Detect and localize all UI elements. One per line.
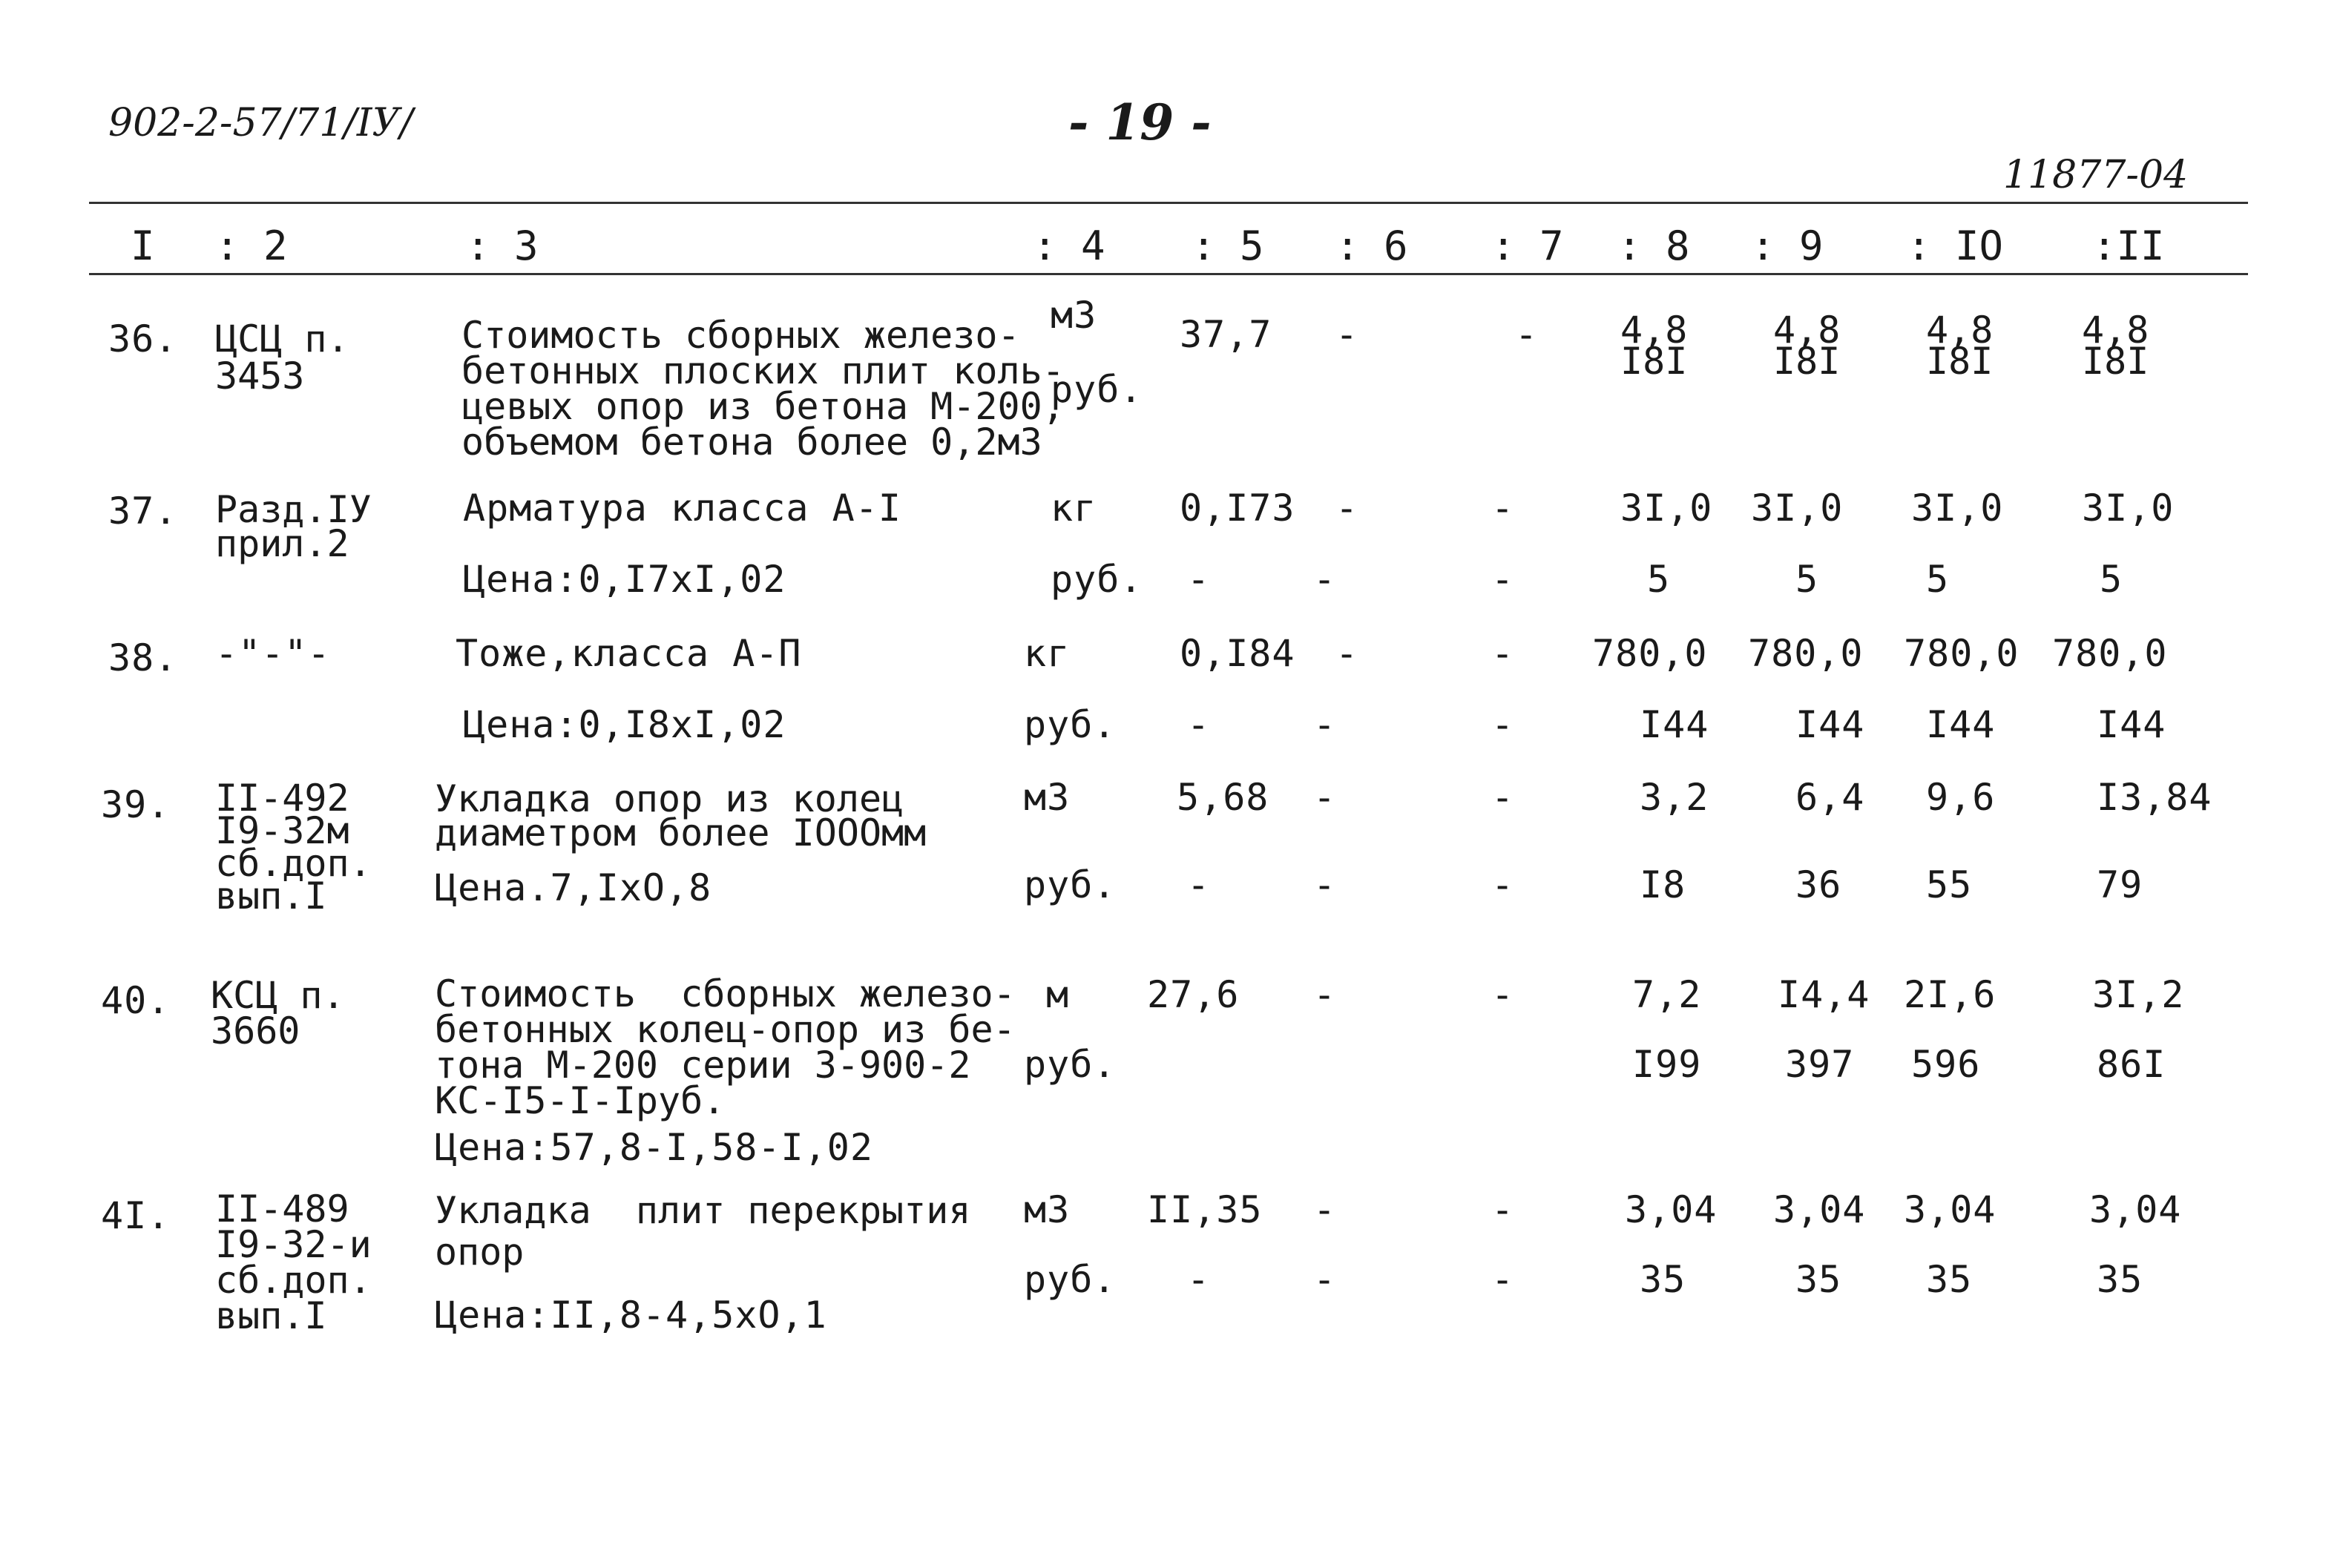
cell-col6: - [1313, 1188, 1337, 1231]
cell-col10: 2I,6 [1904, 973, 1996, 1016]
price-col9: 5 [1795, 558, 1819, 601]
price-col9: I44 [1795, 703, 1865, 746]
price-col10: I44 [1926, 703, 1996, 746]
price-col8: 35 [1640, 1258, 1686, 1301]
page-number: - 19 - [1068, 93, 1212, 151]
col-header-2: : 2 [215, 223, 288, 269]
row-number: 40. [101, 979, 171, 1022]
cell-col9: 3I,0 [1751, 487, 1844, 530]
row-description: Тоже,класса А-П [456, 632, 802, 675]
price-col11: 35 [2097, 1258, 2143, 1301]
col-header-9: : 9 [1751, 223, 1824, 269]
price-col9: 397 [1785, 1043, 1855, 1086]
price-col8: I8 [1640, 863, 1686, 906]
col-header-7: : 7 [1491, 223, 1564, 269]
price-col11: 86I [2097, 1043, 2166, 1086]
col-header-3: : 3 [466, 223, 539, 269]
document-code: 902-2-57/71/IУ/ [108, 101, 413, 145]
price-col6: - [1313, 703, 1337, 746]
price-col7: - [1491, 703, 1515, 746]
row-unit: м3 [1051, 294, 1097, 337]
row-unit: м [1046, 973, 1070, 1016]
cell-col10: 9,6 [1926, 776, 1996, 819]
price-col10: 35 [1926, 1258, 1973, 1301]
cell-col6: - [1335, 632, 1359, 675]
cell-col11: 4,8 I8I [2082, 309, 2149, 383]
row-basis: ЦСЦ п. 3453 [215, 317, 349, 398]
cell-col11: 3I,2 [2092, 973, 2185, 1016]
cell-col8: 4,8 I8I [1620, 309, 1688, 383]
cell-col10: 780,0 [1904, 632, 2019, 675]
row-price-formula: Цена:0,I8xI,02 [463, 703, 786, 746]
row-price-formula: Цена:0,I7xI,02 [463, 558, 786, 601]
row-price-formula: Цена.7,IxO,8 [435, 866, 712, 909]
cell-col8: 3,04 [1625, 1188, 1718, 1231]
cell-col8: 7,2 [1632, 973, 1702, 1016]
row-unit: кг [1051, 487, 1097, 530]
cell-col10: 4,8 I8I [1926, 309, 1994, 383]
row-basis: II-489 I9-32-и сб.доп. вып.I [215, 1187, 372, 1337]
row-basis: КСЦ п. 3660 [211, 974, 345, 1053]
cell-col8: 3I,0 [1620, 487, 1713, 530]
row-number: 4I. [101, 1194, 171, 1237]
cell-col8: 780,0 [1592, 632, 1708, 675]
price-col11: 79 [2097, 863, 2143, 906]
cell-col7: - [1491, 776, 1515, 819]
row-unit-rub: руб. [1024, 703, 1117, 746]
price-col6: - [1313, 863, 1337, 906]
col-header-11: :II [2092, 223, 2165, 269]
col-header-10: : IO [1907, 223, 2004, 269]
table-header-rule [89, 273, 2248, 275]
cell-col9: 3,04 [1773, 1188, 1866, 1231]
cell-col11: 780,0 [2052, 632, 2168, 675]
cell-col5: 37,7 [1180, 313, 1272, 356]
price-col9: 36 [1795, 863, 1842, 906]
cell-col7: - [1491, 487, 1515, 530]
price-col8: I44 [1640, 703, 1709, 746]
row-number: 38. [108, 636, 178, 679]
row-unit: кг [1024, 632, 1071, 675]
col-header-1: I [131, 223, 155, 269]
row-unit-rub: руб. [1051, 368, 1143, 411]
cell-col5: II,35 [1147, 1188, 1263, 1231]
archive-number: 11877-04 [2003, 153, 2189, 197]
row-unit-rub: руб. [1024, 1043, 1117, 1086]
row-unit-rub: руб. [1024, 1258, 1117, 1301]
row-unit-rub: руб. [1024, 863, 1117, 906]
price-col11: I44 [2097, 703, 2166, 746]
price-col7: - [1491, 558, 1515, 601]
row-basis: -"-"- [215, 632, 331, 675]
row-number: 36. [108, 317, 178, 360]
row-description: Арматура класса А-I [463, 487, 901, 530]
price-col6: - [1313, 1258, 1337, 1301]
row-description: Стоимость сборных железо- бетонных колец-опор из бе- тона М-200 серии 3-900-2 КС-I5-I-Iруб. [435, 972, 1016, 1122]
table-top-rule [89, 202, 2248, 204]
cell-col5: 27,6 [1147, 973, 1240, 1016]
cell-col6: - [1335, 313, 1359, 356]
col-header-8: : 8 [1617, 223, 1690, 269]
price-col10: 596 [1911, 1043, 1981, 1086]
cell-col7: - [1491, 973, 1515, 1016]
row-basis: II-492 I9-32м сб.доп. вып.I [215, 777, 372, 918]
price-col11: 5 [2100, 558, 2123, 601]
cell-col6: - [1335, 487, 1359, 530]
row-description: Укладка плит перекрытия опор [435, 1189, 971, 1274]
cell-col10: 3,04 [1904, 1188, 1996, 1231]
row-unit-rub: руб. [1051, 558, 1143, 601]
cell-col9: 780,0 [1748, 632, 1864, 675]
cell-col9: 6,4 [1795, 776, 1865, 819]
cell-col5: 0,I84 [1180, 632, 1295, 675]
row-number: 39. [101, 783, 171, 826]
price-col7: - [1491, 1258, 1515, 1301]
cell-col5: 5,68 [1177, 776, 1269, 819]
col-header-6: : 6 [1335, 223, 1408, 269]
row-price-formula: Цена:II,8-4,5xO,1 [435, 1294, 827, 1337]
price-col9: 35 [1795, 1258, 1842, 1301]
cell-col9: I4,4 [1778, 973, 1870, 1016]
cell-col5: 0,I73 [1180, 487, 1295, 530]
cell-col11: 3I,0 [2082, 487, 2175, 530]
row-unit: м3 [1024, 776, 1071, 819]
cell-col7: - [1515, 313, 1539, 356]
cell-col8: 3,2 [1640, 776, 1709, 819]
cell-col9: 4,8 I8I [1773, 309, 1841, 383]
row-price-formula: Цена:57,8-I,58-I,02 [435, 1126, 873, 1169]
price-col5: - [1187, 863, 1211, 906]
price-col10: 55 [1926, 863, 1973, 906]
row-number: 37. [108, 490, 178, 533]
cell-col7: - [1491, 632, 1515, 675]
col-header-5: : 5 [1192, 223, 1264, 269]
row-basis: Разд.IУ прил.2 [215, 488, 372, 565]
price-col8: 5 [1647, 558, 1671, 601]
price-col5: - [1187, 1258, 1211, 1301]
row-unit: м3 [1024, 1188, 1071, 1231]
price-col5: - [1187, 558, 1211, 601]
col-header-4: : 4 [1033, 223, 1105, 269]
cell-col10: 3I,0 [1911, 487, 2004, 530]
price-col5: - [1187, 703, 1211, 746]
price-col7: - [1491, 863, 1515, 906]
price-col6: - [1313, 558, 1337, 601]
price-col8: I99 [1632, 1043, 1702, 1086]
row-description: Укладка опор из колец диаметром более IOOOмм [435, 777, 927, 854]
cell-col7: - [1491, 1188, 1515, 1231]
row-description: Стоимость сборных железо- бетонных плоских плит коль- цевых опор из бетона М-200, объемом бетона более 0,2м3 [461, 314, 1065, 464]
cell-col11: I3,84 [2097, 776, 2212, 819]
price-col10: 5 [1926, 558, 1950, 601]
cell-col6: - [1313, 776, 1337, 819]
cell-col11: 3,04 [2089, 1188, 2182, 1231]
cell-col6: - [1313, 973, 1337, 1016]
